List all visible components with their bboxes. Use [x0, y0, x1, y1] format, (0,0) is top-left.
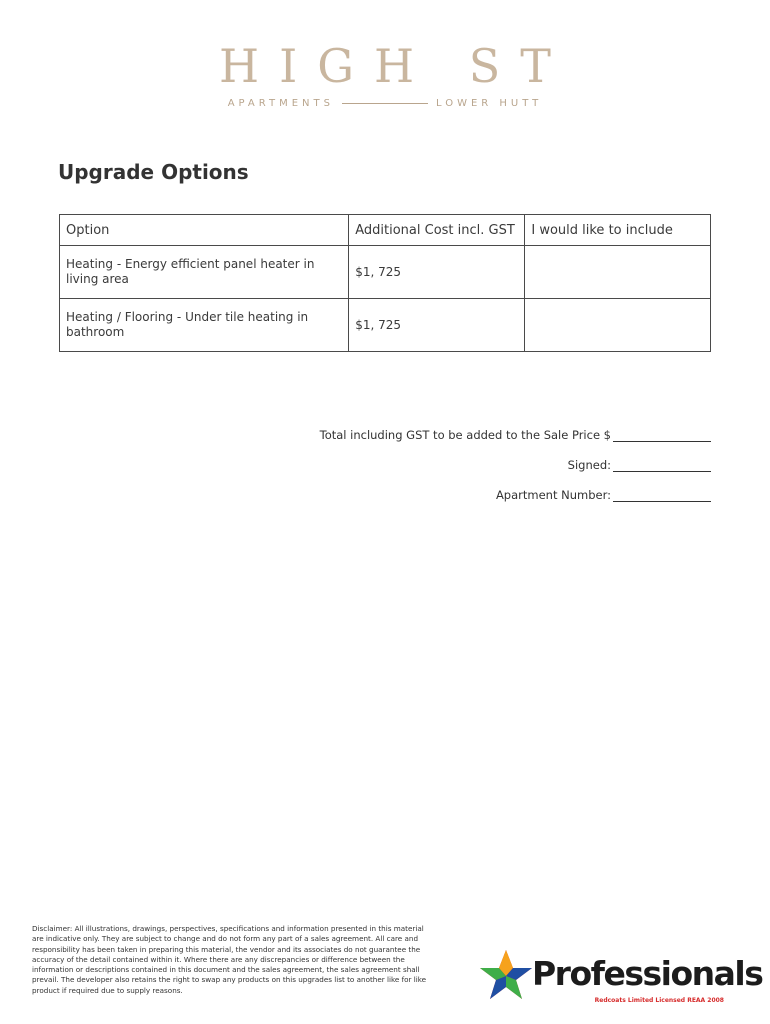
option-cell: Heating - Energy efficient panel heater in living area: [60, 246, 349, 299]
brand-left-tag: APARTMENTS: [227, 98, 334, 109]
table-header-row: [60, 215, 711, 246]
include-cell[interactable]: [525, 246, 711, 299]
header-include: I would like to include: [525, 215, 711, 246]
apartment-label: Apartment Number:: [495, 488, 611, 502]
totals-section: [320, 412, 711, 502]
total-row: [320, 412, 711, 442]
header-option: Option: [60, 215, 349, 246]
apartment-number-field[interactable]: [613, 489, 711, 502]
cost-cell: $1, 725: [349, 299, 525, 352]
signature-field[interactable]: [613, 459, 711, 472]
professionals-wordmark: Professionals: [532, 954, 763, 993]
brand-logo: [0, 40, 770, 109]
total-label: Total including GST to be added to the Sale Price $: [319, 428, 611, 442]
signed-row: [320, 442, 711, 472]
page-title: Upgrade Options: [58, 160, 249, 184]
cost-cell: $1, 725: [349, 246, 525, 299]
upgrade-options-table: [59, 214, 711, 352]
star-icon: [476, 946, 536, 1006]
brand-tagline: [0, 98, 770, 109]
apartment-row: [320, 472, 711, 502]
include-cell[interactable]: [525, 299, 711, 352]
professionals-logo: [476, 944, 763, 1014]
option-cell: Heating / Flooring - Under tile heating in bathroom: [60, 299, 349, 352]
license-text: Redcoats Limited Licensed REAA 2008: [594, 997, 724, 1004]
total-field[interactable]: [613, 429, 711, 442]
table-row: [60, 246, 711, 299]
brand-right-tag: LOWER HUTT: [435, 98, 543, 109]
header-cost: Additional Cost incl. GST: [349, 215, 525, 246]
brand-name: HIGH ST: [219, 39, 571, 93]
disclaimer: Disclaimer: All illustrations, drawings, perspectives, specifications and information presented in this material are indicative only. They are subject to change and do not form any part of a sales agreement. All care and responsibility has been taken in preparing this material, the vendor and its associates do not guarantee the accuracy of the detail contained within it. Where there are any discrepancies or difference between the information or descriptions contained in this document and the sales agreement, the sales agreement shall prevail. The developer also retains the right to swap any products on this upgrades list to another like for like product if required due to supply reasons.: [32, 924, 427, 995]
brand-divider: [342, 103, 428, 104]
table-row: [60, 299, 711, 352]
signed-label: Signed:: [567, 458, 611, 472]
